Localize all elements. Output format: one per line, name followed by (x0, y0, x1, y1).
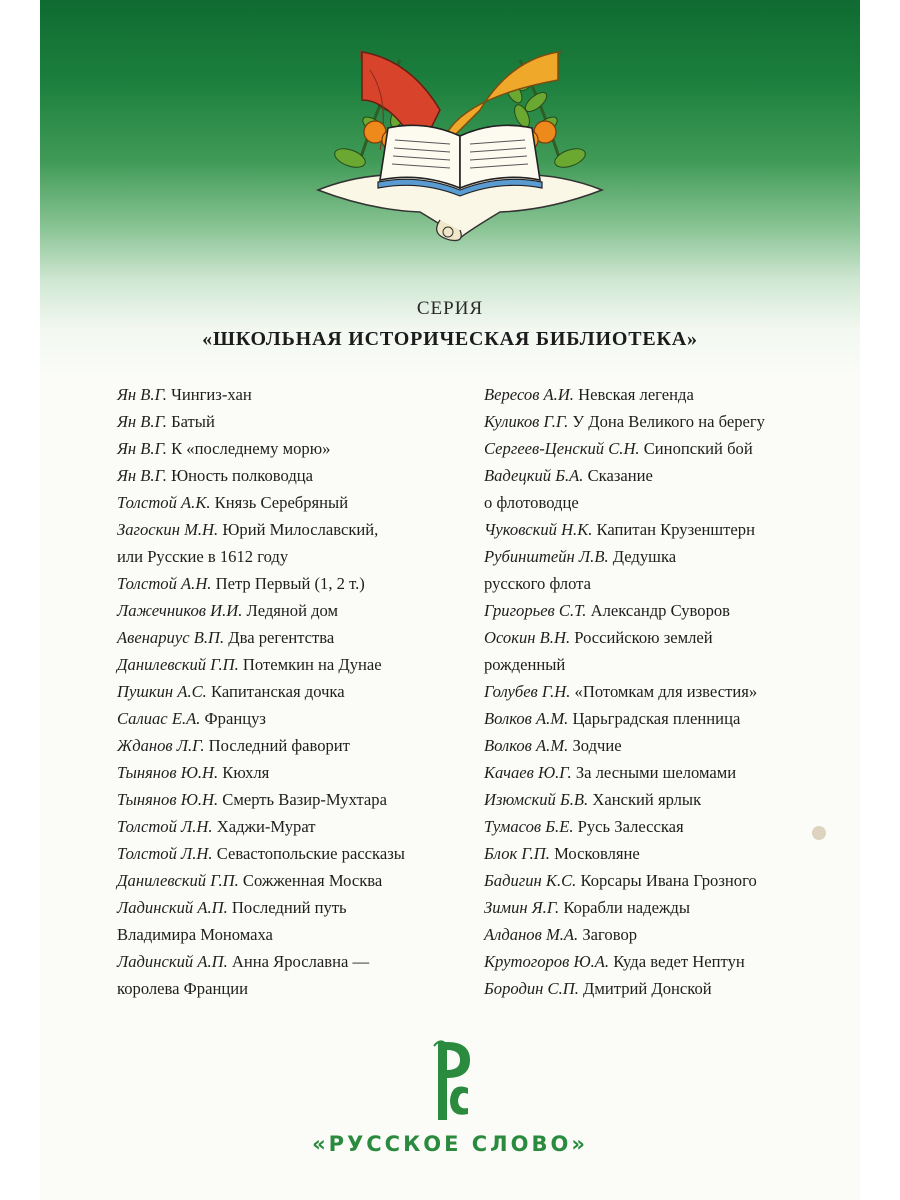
book-list-right-entry (484, 381, 824, 408)
entry-title: Владимира Мономаха (117, 925, 273, 944)
book-list-right-entry (484, 975, 824, 1002)
entry-title: Московляне (554, 844, 640, 863)
entry-author: Осокин В.Н. (484, 628, 571, 647)
entry-author: Толстой Л.Н. (117, 844, 213, 863)
entry-author: Данилевский Г.П. (117, 871, 239, 890)
entry-title: Смерть Вазир-Мухтара (222, 790, 387, 809)
book-list-left-entry (117, 894, 477, 921)
entry-author: Толстой А.К. (117, 493, 211, 512)
book-list-right-entry (484, 921, 824, 948)
entry-title: «Потомкам для известия» (574, 682, 758, 701)
book-list-right-entry (484, 948, 824, 975)
entry-title: Заговор (582, 925, 638, 944)
book-list-left-entry (117, 705, 477, 732)
entry-title: За лесными шеломами (575, 763, 737, 782)
entry-title: Царьградская пленница (572, 709, 741, 728)
book-list-right-entry (484, 543, 824, 570)
entry-title: Последний фаворит (208, 736, 350, 755)
book-list-left-entry (117, 759, 477, 786)
book-list-right-entry (484, 813, 824, 840)
book-list-right-entry (484, 759, 824, 786)
entry-author: Ян В.Г. (117, 412, 167, 431)
entry-author: Куликов Г.Г. (484, 412, 569, 431)
entry-author: Авенариус В.П. (117, 628, 225, 647)
entry-title: Корабли надежды (563, 898, 690, 917)
series-label: СЕРИЯ (416, 298, 484, 319)
entry-title: Синопский бой (643, 439, 753, 458)
book-list-left-entry (117, 840, 477, 867)
entry-title: Русь Залесская (577, 817, 684, 836)
entry-author: Крутогоров Ю.А. (484, 952, 610, 971)
rs-monogram-icon (432, 1038, 476, 1124)
entry-title: Князь Серебряный (214, 493, 349, 512)
paper-stain (812, 826, 826, 840)
book-list-left-entry (117, 678, 477, 705)
series-title: «ШКОЛЬНАЯ ИСТОРИЧЕСКАЯ БИБЛИОТЕКА» (202, 328, 698, 350)
book-list-left-entry (117, 624, 477, 651)
entry-author: Чуковский Н.К. (484, 520, 593, 539)
entry-title: Корсары Ивана Грозного (580, 871, 757, 890)
entry-title: Два регентства (228, 628, 335, 647)
book-list-right-entry (484, 597, 824, 624)
entry-author: Блок Г.П. (484, 844, 550, 863)
entry-title: Дмитрий Донской (583, 979, 712, 998)
book-list-right-entry (484, 678, 824, 705)
book-list-right-entry (484, 624, 824, 651)
entry-author: Зимин Я.Г. (484, 898, 560, 917)
entry-author: Данилевский Г.П. (117, 655, 239, 674)
entry-title: Потемкин на Дунае (242, 655, 382, 674)
entry-author: Бородин С.П. (484, 979, 579, 998)
book-list-left-entry (117, 948, 477, 975)
entry-title: К «последнему морю» (171, 439, 331, 458)
entry-title: Француз (204, 709, 266, 728)
book-list-left-entry (117, 489, 477, 516)
book-list-left-entry (117, 381, 477, 408)
book-list-left-entry (117, 651, 477, 678)
book-list-left-entry (117, 732, 477, 759)
entry-title: Капитанская дочка (210, 682, 345, 701)
entry-title: Сожженная Москва (242, 871, 383, 890)
entry-author: Ян В.Г. (117, 466, 167, 485)
book-list-right-entry (484, 651, 824, 678)
book-list-right-entry (484, 570, 824, 597)
entry-author: Качаев Ю.Г. (484, 763, 572, 782)
book-list-left-entry (117, 435, 477, 462)
entry-author: Лажечников И.И. (117, 601, 243, 620)
entry-author: Волков А.М. (484, 709, 569, 728)
entry-author: Бадигин К.С. (484, 871, 577, 890)
entry-title: Александр Суворов (590, 601, 731, 620)
entry-author: Толстой Л.Н. (117, 817, 213, 836)
entry-author: Загоскин М.Н. (117, 520, 219, 539)
entry-title: Кюхля (222, 763, 270, 782)
book-list-right-entry (484, 732, 824, 759)
entry-title: Юность полководца (171, 466, 314, 485)
entry-title: или Русские в 1612 году (117, 547, 289, 566)
entry-title: Куда ведет Нептун (613, 952, 745, 971)
book-list-left-entry (117, 867, 477, 894)
page-margin-right (860, 0, 900, 1200)
entry-title: Севастопольские рассказы (216, 844, 405, 863)
entry-title: королева Франции (117, 979, 248, 998)
entry-author: Тынянов Ю.Н. (117, 790, 219, 809)
entry-title: рожденный (484, 655, 566, 674)
book-list-left-entry (117, 543, 477, 570)
open-book-emblem-icon (300, 40, 620, 250)
book-list-left-entry (117, 462, 477, 489)
book-list-right-entry (484, 705, 824, 732)
book-list-left-entry (117, 813, 477, 840)
book-list-right-entry (484, 435, 824, 462)
entry-author: Ладинский А.П. (117, 898, 228, 917)
book-list-left (117, 381, 477, 1002)
book-list-left-entry (117, 975, 477, 1002)
entry-author: Ян В.Г. (117, 385, 167, 404)
publisher-name: «РУССКОЕ СЛОВО» (312, 1132, 588, 1156)
entry-title: Ханский ярлык (592, 790, 702, 809)
entry-title: Сказание (587, 466, 653, 485)
entry-title: Российскою землей (574, 628, 713, 647)
book-list-left-entry (117, 408, 477, 435)
entry-author: Голубев Г.Н. (484, 682, 571, 701)
book-list-left-entry (117, 516, 477, 543)
entry-author: Вересов А.И. (484, 385, 574, 404)
book-list-left-entry (117, 597, 477, 624)
entry-title: Хаджи-Мурат (216, 817, 316, 836)
entry-author: Салиас Е.А. (117, 709, 201, 728)
entry-title: Батый (171, 412, 215, 431)
entry-author: Жданов Л.Г. (117, 736, 205, 755)
book-list-right-entry (484, 516, 824, 543)
book-list-right-entry (484, 867, 824, 894)
entry-author: Вадецкий Б.А. (484, 466, 584, 485)
book-list-right-entry (484, 840, 824, 867)
entry-title: У Дона Великого на берегу (572, 412, 765, 431)
entry-title: Дедушка (612, 547, 677, 566)
entry-author: Рубинштейн Л.В. (484, 547, 609, 566)
entry-title: о флотоводце (484, 493, 579, 512)
entry-author: Сергеев-Ценский С.Н. (484, 439, 640, 458)
page-margin-left (0, 0, 40, 1200)
entry-title: Зодчие (572, 736, 622, 755)
entry-title: Анна Ярославна — (231, 952, 370, 971)
book-list-left-entry (117, 570, 477, 597)
book-list-right-entry (484, 786, 824, 813)
entry-author: Ян В.Г. (117, 439, 167, 458)
book-list-right-entry (484, 894, 824, 921)
entry-author: Алданов М.А. (484, 925, 579, 944)
entry-title: Невская легенда (578, 385, 694, 404)
entry-author: Тынянов Ю.Н. (117, 763, 219, 782)
entry-title: Ледяной дом (246, 601, 339, 620)
entry-title: Чингиз-хан (171, 385, 252, 404)
entry-author: Волков А.М. (484, 736, 569, 755)
entry-author: Ладинский А.П. (117, 952, 228, 971)
entry-title: Юрий Милославский, (222, 520, 379, 539)
entry-author: Изюмский Б.В. (484, 790, 589, 809)
book-list-left-entry (117, 921, 477, 948)
entry-title: Последний путь (231, 898, 347, 917)
book-list-right-entry (484, 489, 824, 516)
entry-title: Петр Первый (1, 2 т.) (215, 574, 365, 593)
entry-author: Пушкин А.С. (117, 682, 207, 701)
entry-title: Капитан Крузенштерн (596, 520, 755, 539)
book-list-left-entry (117, 786, 477, 813)
entry-author: Тумасов Б.Е. (484, 817, 574, 836)
book-list-right (484, 381, 824, 1002)
entry-author: Григорьев С.Т. (484, 601, 587, 620)
entry-title: русского флота (484, 574, 591, 593)
book-list-right-entry (484, 408, 824, 435)
entry-author: Толстой А.Н. (117, 574, 212, 593)
book-list-right-entry (484, 462, 824, 489)
